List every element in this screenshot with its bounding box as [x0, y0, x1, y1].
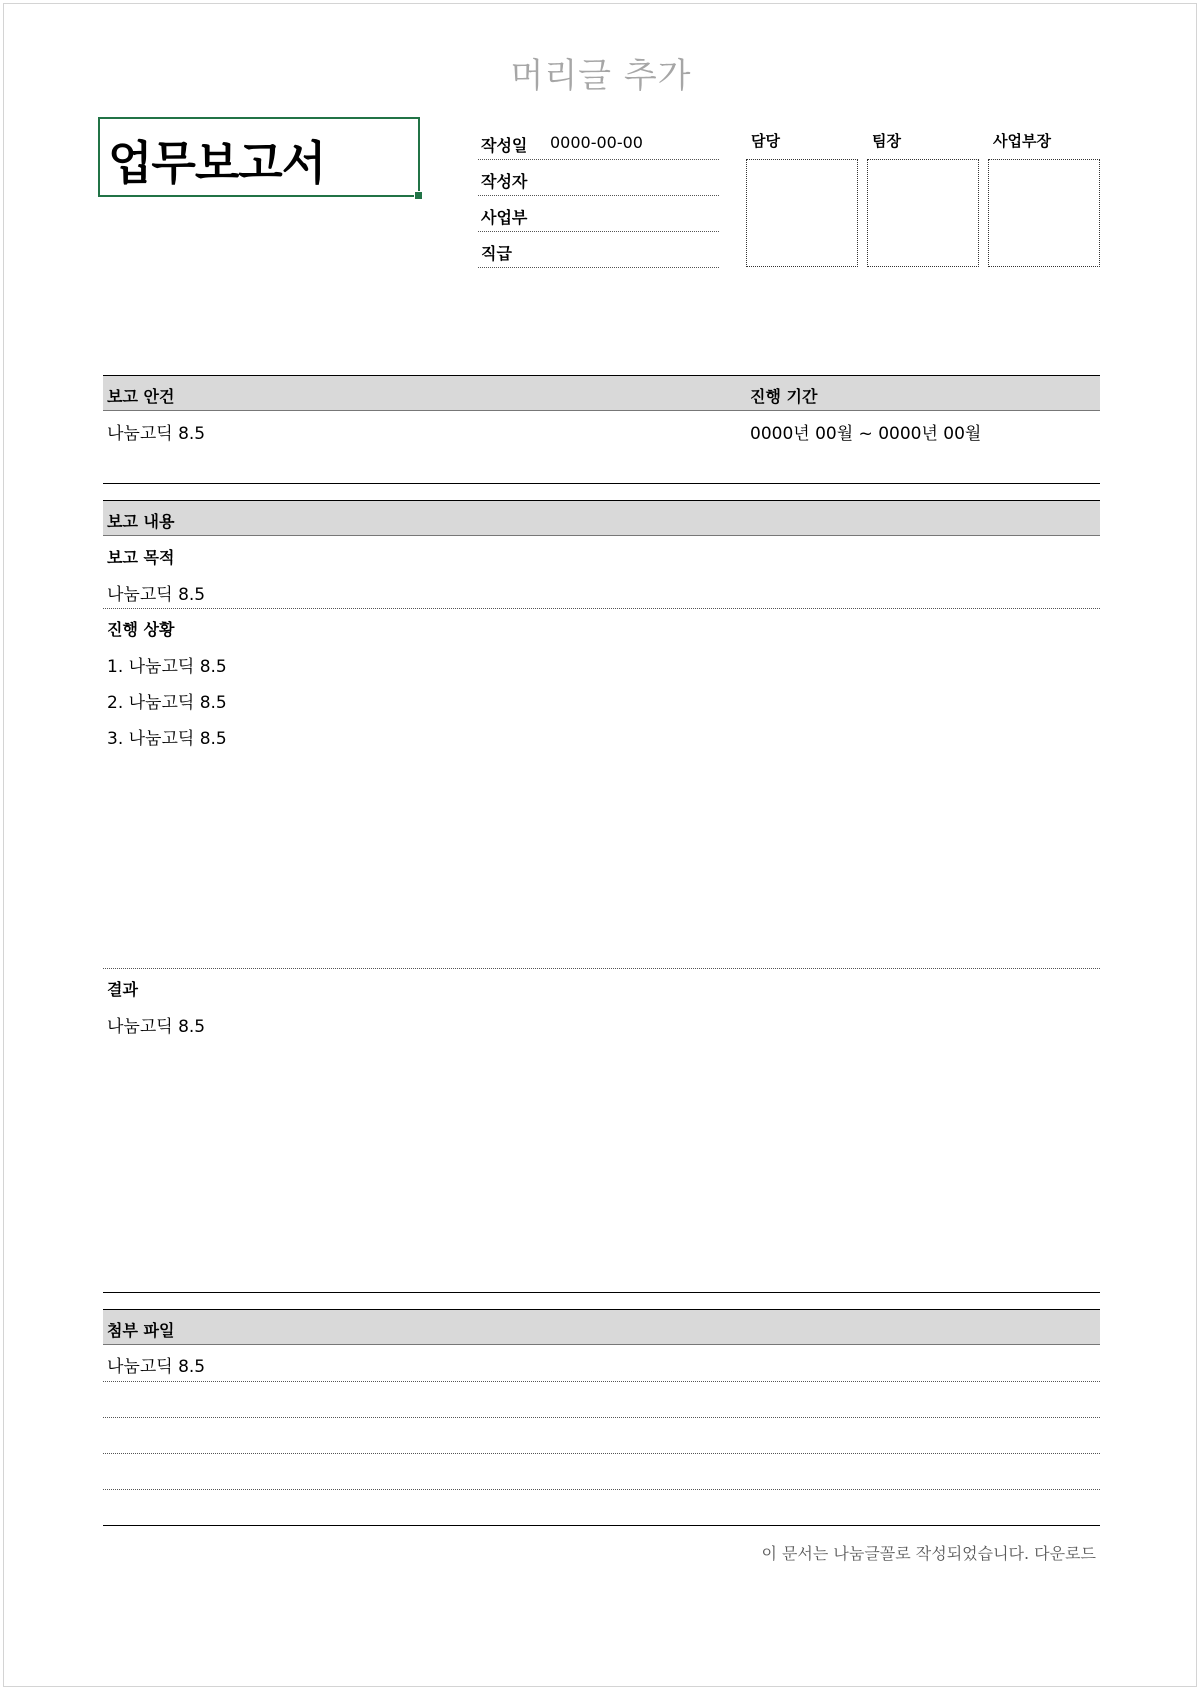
report-content-label: 보고 내용: [107, 512, 175, 531]
approval-box-division-head[interactable]: [988, 159, 1100, 267]
approval-label-staff: 담당: [751, 132, 780, 150]
progress-item[interactable]: 3. 나눔고딕 8.5: [107, 729, 227, 749]
meta-row-date[interactable]: [478, 124, 719, 160]
fill-handle[interactable]: [414, 191, 423, 200]
attachments-label: 첨부 파일: [107, 1321, 175, 1340]
attachment-row-line: [103, 1489, 1100, 1490]
progress-item[interactable]: 2. 나눔고딕 8.5: [107, 693, 227, 713]
divider: [103, 968, 1100, 969]
meta-row-author[interactable]: [478, 160, 719, 196]
attachment-row-line: [103, 1453, 1100, 1454]
approval-label-division-head: 사업부장: [993, 132, 1051, 150]
attachment-row-line: [103, 1381, 1100, 1382]
position-label: 직급: [481, 244, 512, 263]
divider: [103, 483, 1100, 484]
divider: [103, 1292, 1100, 1293]
attachment-value[interactable]: 나눔고딕 8.5: [107, 1357, 206, 1377]
report-content-header: [103, 500, 1100, 536]
period-label: 진행 기간: [750, 387, 818, 406]
report-item-header: [103, 375, 1100, 411]
add-header-placeholder[interactable]: 머리글 추가: [510, 56, 692, 96]
attachments-header: [103, 1309, 1100, 1345]
dept-label: 사업부: [481, 208, 528, 227]
divider: [103, 1525, 1100, 1526]
result-label: 결과: [107, 980, 138, 999]
meta-row-position[interactable]: [478, 232, 719, 268]
meta-row-dept[interactable]: [478, 196, 719, 232]
divider: [103, 608, 1100, 609]
date-label: 작성일: [481, 136, 528, 155]
author-label: 작성자: [481, 172, 528, 191]
progress-item[interactable]: 1. 나눔고딕 8.5: [107, 657, 227, 677]
report-item-label: 보고 안건: [107, 387, 175, 406]
approval-box-team-lead[interactable]: [867, 159, 979, 267]
period-value[interactable]: 0000년 00월 ~ 0000년 00월: [750, 424, 982, 444]
report-item-value[interactable]: 나눔고딕 8.5: [107, 424, 206, 444]
document-title: 업무보고서: [108, 136, 326, 190]
font-download-note[interactable]: 이 문서는 나눔글꼴로 작성되었습니다. 다운로드: [761, 1544, 1096, 1563]
result-value[interactable]: 나눔고딕 8.5: [107, 1017, 206, 1037]
purpose-label: 보고 목적: [107, 548, 175, 567]
date-value[interactable]: 0000-00-00: [550, 133, 643, 152]
approval-label-team-lead: 팀장: [872, 132, 901, 150]
approval-box-staff[interactable]: [746, 159, 858, 267]
purpose-value[interactable]: 나눔고딕 8.5: [107, 585, 206, 605]
progress-label: 진행 상황: [107, 620, 175, 639]
attachment-row-line: [103, 1417, 1100, 1418]
